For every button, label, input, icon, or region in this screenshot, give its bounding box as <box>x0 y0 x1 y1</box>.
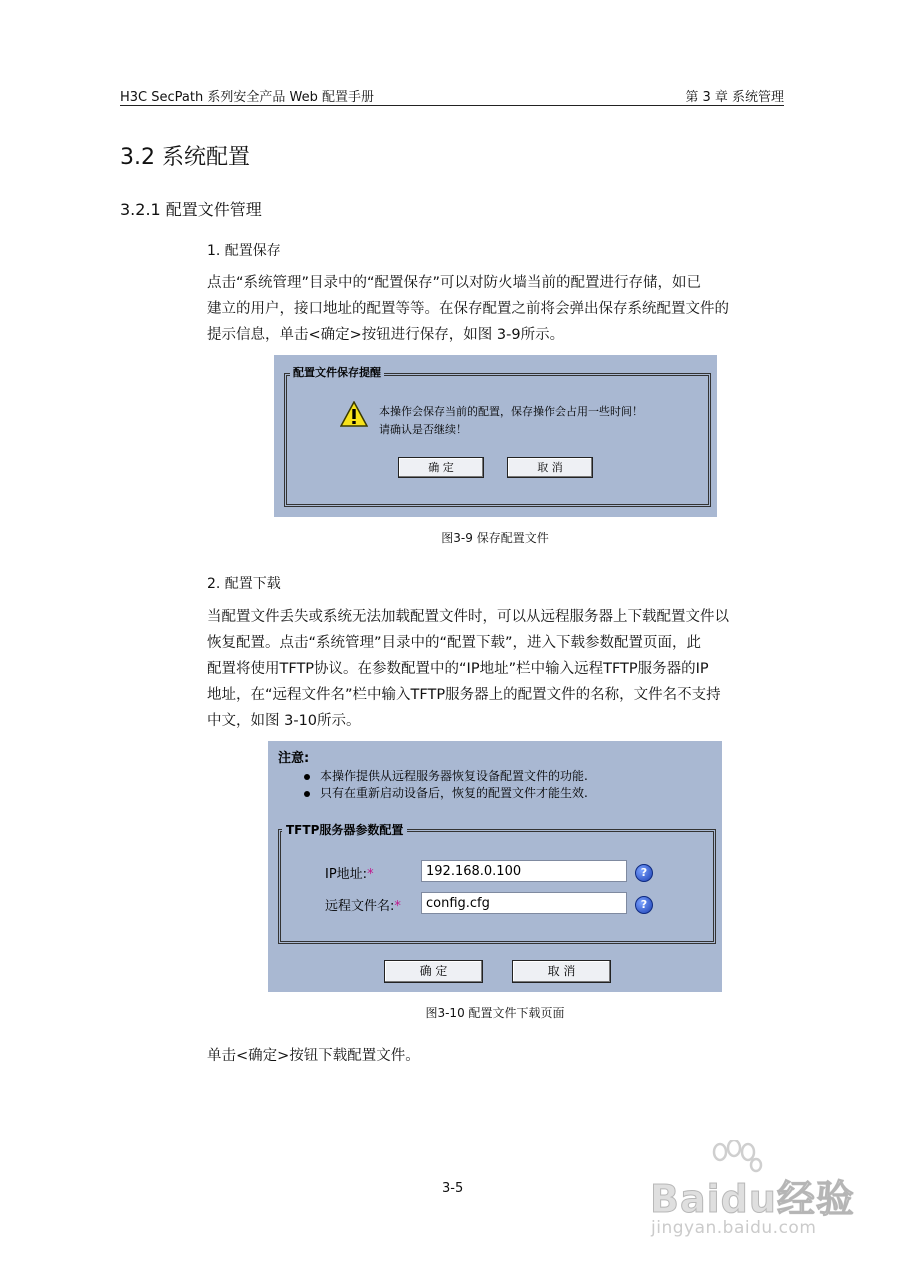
help-icon[interactable]: ? <box>635 896 653 914</box>
header-divider <box>120 105 784 106</box>
section-title: 3.2 系统配置 <box>120 145 250 170</box>
ok-button[interactable]: 确 定 <box>384 960 483 983</box>
remote-file-label <box>325 895 401 914</box>
figure-caption: 图3-10 配置文件下载页面 <box>425 1006 565 1020</box>
bullet-icon <box>304 791 310 797</box>
paragraph-line: 当配置文件丢失或系统无法加载配置文件时，可以从远程服务器上下载配置文件以 <box>207 609 729 625</box>
remote-file-label-text: 远程文件名: <box>325 899 395 914</box>
dialog-message-line2: 请确认是否继续！ <box>379 423 467 436</box>
dialog-frame <box>284 373 711 507</box>
ip-label-text: IP地址: <box>325 867 368 882</box>
page-number: 3-5 <box>442 1181 464 1196</box>
ip-label <box>325 863 374 882</box>
ip-address-input[interactable] <box>421 860 627 882</box>
paragraph-line: 配置将使用TFTP协议。在参数配置中的“IP地址”栏中输入远程TFTP服务器的IP <box>207 661 709 677</box>
paragraph-line: 提示信息，单击<确定>按钮进行保存，如图 3-9所示。 <box>207 327 565 343</box>
tftp-frame <box>278 829 716 944</box>
watermark-url: jingyan.baidu.com <box>651 1218 817 1238</box>
figure-caption: 图3-9 保存配置文件 <box>441 531 549 545</box>
required-mark: * <box>394 899 401 914</box>
download-config-panel <box>268 741 722 992</box>
cancel-button[interactable]: 取 消 <box>507 457 593 478</box>
note-item <box>304 767 588 784</box>
paragraph-line: 点击“系统管理”目录中的“配置保存”可以对防火墙当前的配置进行存储，如已 <box>207 275 702 291</box>
cancel-button[interactable]: 取 消 <box>512 960 611 983</box>
watermark-brand: Baidu经验 <box>650 1177 855 1221</box>
closing-paragraph: 单击<确定>按钮下载配置文件。 <box>207 1048 420 1064</box>
paragraph-line: 建立的用户，接口地址的配置等等。在保存配置之前将会弹出保存系统配置文件的 <box>207 301 729 317</box>
dialog-legend: 配置文件保存提醒 <box>290 364 384 380</box>
header-chapter: 第 3 章 系统管理 <box>685 90 784 105</box>
paragraph-line: 地址，在“远程文件名”栏中输入TFTP服务器上的配置文件的名称，文件名不支持 <box>207 687 721 703</box>
remote-file-input[interactable] <box>421 892 627 914</box>
paragraph-config-download <box>207 604 785 734</box>
subsection-title: 3.2.1 配置文件管理 <box>120 200 262 219</box>
note-text: 只有在重新启动设备后，恢复的配置文件才能生效. <box>320 786 588 800</box>
warning-icon <box>340 401 368 427</box>
tftp-legend: TFTP服务器参数配置 <box>282 821 407 838</box>
required-mark: * <box>367 867 374 882</box>
ok-button[interactable]: 确 定 <box>398 457 484 478</box>
note-text: 本操作提供从远程服务器恢复设备配置文件的功能. <box>320 769 588 783</box>
paragraph-line: 中文，如图 3-10所示。 <box>207 713 361 729</box>
help-icon[interactable]: ? <box>635 864 653 882</box>
header-title: H3C SecPath 系列安全产品 Web 配置手册 <box>120 90 374 105</box>
item-title-config-download: 2. 配置下载 <box>207 576 281 592</box>
note-title: 注意: <box>278 751 310 766</box>
item-title-config-save: 1. 配置保存 <box>207 243 281 259</box>
save-config-dialog <box>274 355 717 517</box>
bullet-icon <box>304 774 310 780</box>
paragraph-config-save <box>207 270 785 348</box>
dialog-message-line1: 本操作会保存当前的配置，保存操作会占用一些时间！ <box>379 405 643 418</box>
paragraph-line: 恢复配置。点击“系统管理”目录中的“配置下载”，进入下载参数配置页面，此 <box>207 635 702 651</box>
note-item <box>304 784 588 801</box>
